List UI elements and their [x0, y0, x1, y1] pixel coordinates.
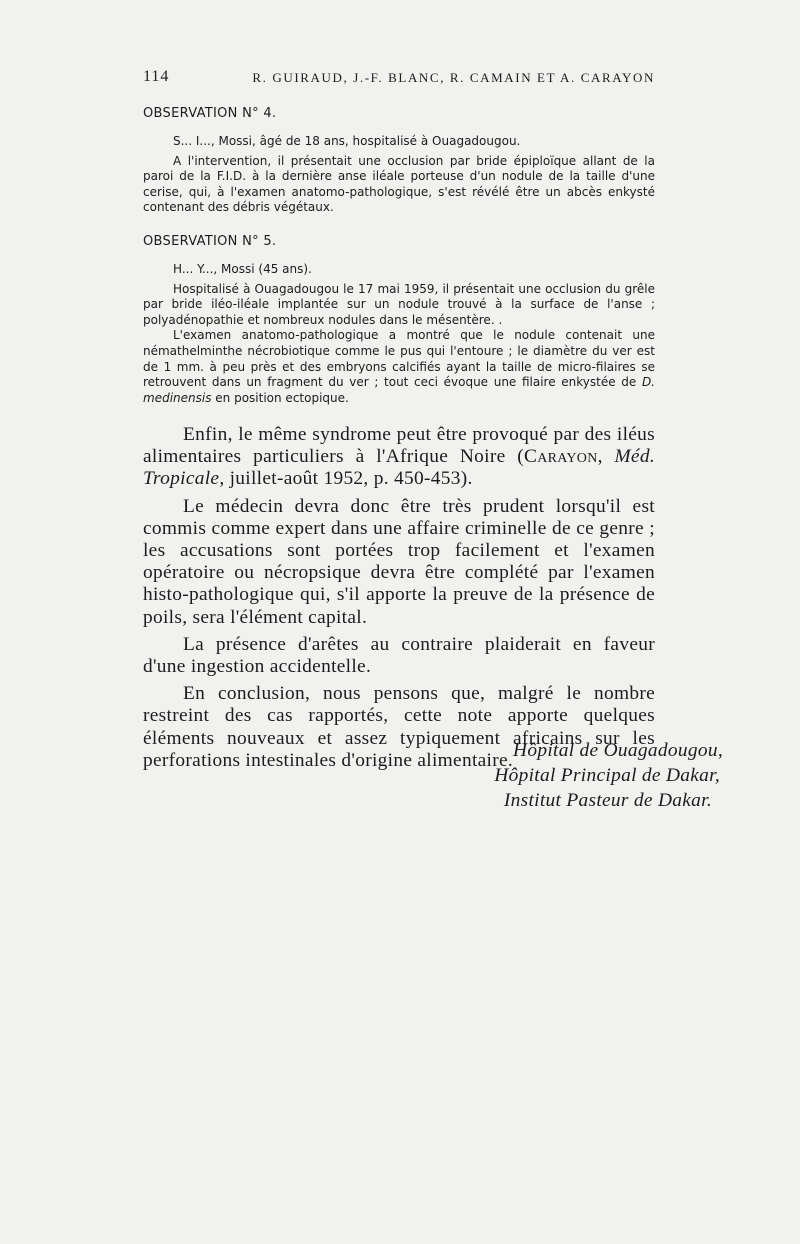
- paragraph-enfin: Enfin, le même syndrome peut être provoqué par des iléus alimentaires particuliers à l'Afrique Noire (Carayon, Méd. Tropicale, juillet-août 1952, p. 450-453).: [143, 424, 655, 490]
- running-head: R. GUIRAUD, J.-F. BLANC, R. CAMAIN ET A. CARAYON: [252, 70, 655, 85]
- observation-4-patient: S... I..., Mossi, âgé de 18 ans, hospitalisé à Ouagadougou.: [173, 134, 521, 148]
- observation-5-title: OBSERVATION N° 5.: [143, 234, 277, 249]
- paragraph-conclusion: En conclusion, nous pensons que, malgré le nombre restreint des cas rapportés, cette note apporte quelques éléments nouveaux et assez typiquement africains sur les perforations intestinales d'origine alimentaire.: [143, 683, 655, 771]
- signature-line-1: Hôpital de Ouagadougou,: [513, 740, 723, 761]
- signature-line-3: Institut Pasteur de Dakar.: [503, 790, 712, 811]
- paragraph-aretes: La présence d'arêtes au contraire plaiderait en faveur d'une ingestion accidentelle.: [143, 633, 655, 678]
- page-number: 114: [143, 68, 170, 85]
- observation-5-admission: Hospitalisé à Ouagadougou le 17 mai 1959, il présentait une occlusion du grêle par bride iléo-iléale implantée sur un nodule trouvé à la surface de l'anse ; polyadénopathie et nombreux nodules dans le mésentère. .: [143, 281, 655, 327]
- species-name: D. medinensis: [143, 375, 655, 405]
- observation-5-text: [143, 262, 655, 406]
- paragraph-medecin: Le médecin devra donc être très prudent lorsqu'il est commis comme expert dans une affaire criminelle de ce genre ; les accusations sont portées trop facilement et l'examen opératoire ou nécropsique devra être complété par l'examen histo-pathologique qui, s'il apporte la preuve de la présence de poils, sera l'élément capital.: [143, 495, 655, 628]
- citation-journal: Méd. Tropicale: [143, 446, 655, 490]
- citation-author: Carayon: [523, 446, 598, 468]
- observation-4-title: OBSERVATION N° 4.: [143, 106, 277, 121]
- page-header: [143, 68, 655, 90]
- main-body: [143, 424, 655, 777]
- observation-4-text: [143, 134, 655, 216]
- signature-line-2: Hôpital Principal de Dakar,: [494, 765, 720, 786]
- observation-5-pathology: L'examen anatomo-pathologique a montré que le nodule contenait une némathelminthe nécrobiotique comme le pus qui l'entoure ; le diamètre du ver est de 1 mm. à peu près et des embryons calcifiés ayant la taille de micro-filaires se retrouvent dans un fragment du ver ; tout ceci évoque une filaire enkystée de D. medinensis en position ectopique.: [143, 328, 655, 405]
- observation-5-patient: H... Y..., Mossi (45 ans).: [173, 262, 312, 276]
- observation-4-description: A l'intervention, il présentait une occlusion par bride épiploïque allant de la paroi de la F.I.D. à la dernière anse iléale porteuse d'un nodule de la taille d'une cerise, qui, à l'examen anatomo-pathologique, s'est révélé être un abcès enkysté contenant des débris végétaux.: [143, 153, 655, 215]
